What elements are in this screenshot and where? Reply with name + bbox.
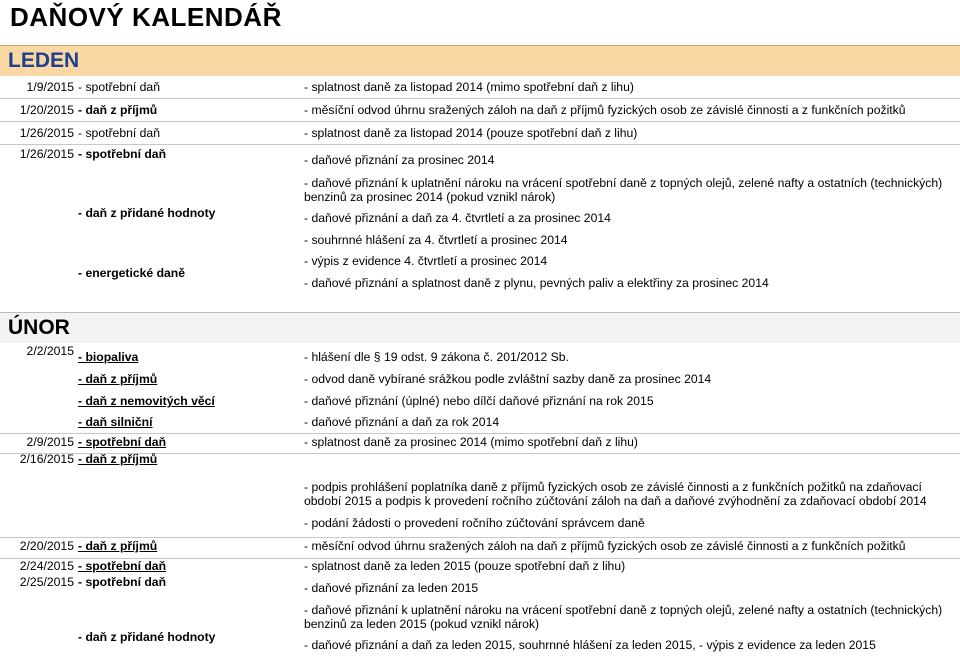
row-type: - daň z přidané hodnoty (78, 630, 216, 644)
row-type: - daň silniční (78, 415, 153, 429)
row-date: 1/20/2015 (19, 103, 74, 117)
row-desc: - daňové přiznání za prosinec 2014 (304, 153, 495, 167)
row-desc: - měsíční odvod úhrnu sražených záloh na daň z příjmů fyzických osob ze závislé činnosti a z funkčních požitků (304, 539, 906, 553)
page-title: DAŇOVÝ KALENDÁŘ (10, 2, 282, 32)
row-date: 1/26/2015 (19, 147, 74, 161)
row-type: - daň z přidané hodnoty (78, 206, 216, 220)
row-date: 2/2/2015 (26, 344, 74, 358)
table-row (0, 575, 960, 597)
row-desc: - odvod daně vybírané srážkou podle zvláštní sazby daně za prosinec 2014 (304, 372, 712, 386)
table-row (0, 205, 960, 227)
row-desc: - splatnost daně za prosinec 2014 (mimo spotřební daň z lihu) (304, 435, 638, 449)
table-row (0, 514, 960, 538)
row-desc: - daňové přiznání za leden 2015 (304, 581, 479, 595)
row-date: 1/26/2015 (19, 126, 74, 140)
table-row (0, 480, 960, 512)
table-row (0, 538, 960, 559)
table-row (0, 228, 960, 250)
row-desc: - podání žádosti o provedení ročního zúčtování správcem daně (304, 516, 645, 530)
row-date: 2/16/2015 (19, 452, 74, 466)
month-label: LEDEN (8, 49, 80, 72)
row-type: - spotřební daň (78, 126, 160, 140)
row-type: - daň z příjmů (78, 539, 158, 553)
row-desc: - podpis prohlášení poplatníka daně z příjmů fyzických osob ze závislé činnosti a z funkčních požitků na zdaňovací období 2015 a podpis k provedení ročního zúčtování záloh na daň a daňové zvýhodnění za zdaňovací období 2014 (304, 480, 927, 508)
row-date: 2/9/2015 (26, 435, 74, 449)
row-desc: - daňové přiznání k uplatnění nároku na vrácení spotřební daně z topných olejů, zelené nafty a ostatních (technických) benzinů za leden 2015 (pokud vznikl nárok) (304, 603, 943, 631)
table-row (0, 99, 960, 122)
row-type: - spotřební daň (78, 80, 160, 94)
row-desc: - výpis z evidence 4. čtvrtletí a prosinec 2014 (304, 254, 548, 268)
row-date: 2/24/2015 (19, 559, 74, 573)
table-row (0, 174, 960, 208)
row-desc: - daňové přiznání a splatnost daně z plynu, pevných paliv a elektřiny za prosinec 2014 (304, 276, 769, 290)
table-row (0, 391, 960, 413)
row-type: - spotřební daň (78, 559, 167, 573)
table-row (0, 122, 960, 145)
table-row (0, 413, 960, 434)
row-desc: - splatnost daně za leden 2015 (pouze spotřební daň z lihu) (304, 559, 626, 573)
row-desc: - splatnost daně za listopad 2014 (mimo spotřební daň z lihu) (304, 80, 634, 94)
month-header-unor (0, 312, 960, 343)
row-type: - energetické daně (78, 266, 186, 280)
row-type: - daň z příjmů (78, 103, 158, 117)
row-type: - spotřební daň (78, 435, 167, 449)
row-desc: - daňové přiznání (úplné) nebo dílčí daňové přiznání na rok 2015 (304, 394, 654, 408)
table-row (0, 266, 960, 294)
row-type: - daň z nemovitých věcí (78, 394, 215, 408)
table-row (0, 344, 960, 366)
row-type: - spotřební daň (78, 147, 167, 161)
row-desc: - daňové přiznání a daň za rok 2014 (304, 415, 500, 429)
table-row (0, 369, 960, 391)
row-type: - daň z příjmů (78, 452, 158, 466)
row-type: - biopaliva (78, 350, 139, 364)
row-desc: - hlášení dle § 19 odst. 9 zákona č. 201/2012 Sb. (304, 350, 569, 364)
table-row (0, 145, 960, 172)
row-desc: - daňové přiznání a daň za leden 2015, souhrnné hlášení za leden 2015, - výpis z evidence za leden 2015 (304, 638, 876, 652)
row-desc: - souhrnné hlášení za 4. čtvrtletí a prosinec 2014 (304, 233, 568, 247)
row-date: 2/25/2015 (19, 575, 74, 589)
row-date: 2/20/2015 (19, 539, 74, 553)
row-desc: - daňové přiznání a daň za 4. čtvrtletí a za prosinec 2014 (304, 211, 611, 225)
table-row (0, 434, 960, 454)
row-type: - spotřební daň (78, 575, 167, 589)
table-row (0, 452, 960, 472)
row-desc: - měsíční odvod úhrnu sražených záloh na daň z příjmů fyzických osob ze závislé činnosti a z funkčních požitků (304, 103, 906, 117)
row-date: 1/9/2015 (26, 80, 74, 94)
month-label: ÚNOR (8, 316, 70, 339)
row-desc: - daňové přiznání k uplatnění nároku na vrácení spotřební daně z topných olejů, zelené nafty a ostatních (technických) benzinů za prosinec 2014 (pokud vznikl nárok) (304, 176, 943, 204)
row-type: - daň z příjmů (78, 372, 158, 386)
table-row (0, 603, 960, 633)
table-row (0, 630, 960, 652)
row-desc: - splatnost daně za listopad 2014 (pouze spotřební daň z lihu) (304, 126, 638, 140)
table-row (0, 76, 960, 99)
month-header-leden (0, 45, 960, 76)
